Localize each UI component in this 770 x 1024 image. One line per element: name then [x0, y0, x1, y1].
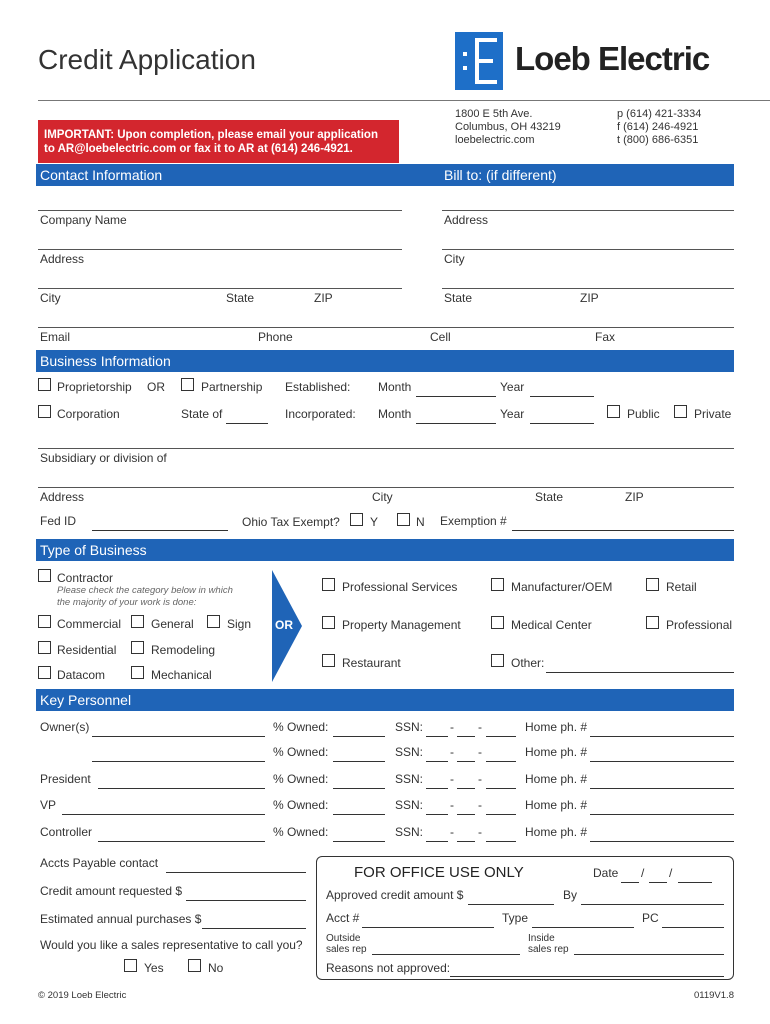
copyright: © 2019 Loeb Electric: [38, 990, 127, 1001]
established-month-field[interactable]: [416, 395, 496, 397]
ssn-label: SSN:: [395, 825, 424, 839]
sales-rep-yes-label: Yes: [144, 961, 164, 975]
outside-rep-field[interactable]: [372, 953, 520, 955]
pc-field[interactable]: [662, 926, 724, 928]
office-date-year-field[interactable]: [678, 881, 712, 883]
property-management-checkbox[interactable]: [322, 616, 335, 629]
other-label: Other:: [511, 656, 545, 670]
ssn-part3-field-2[interactable]: [486, 760, 516, 762]
owned-field-1[interactable]: [333, 735, 385, 737]
tax-exempt-yes-label: Y: [370, 515, 379, 529]
notice-line-2: to AR@loebelectric.com or fax it to AR at (614) 246-4921.: [44, 143, 353, 155]
commercial-label: Commercial: [57, 617, 122, 631]
hint-line-2: the majority of your work is done:: [57, 597, 197, 608]
or-arrow-label: OR: [275, 618, 293, 632]
city-state-zip-field[interactable]: [38, 288, 402, 289]
incorporated-year-label: Year: [500, 407, 525, 421]
bill-city-field[interactable]: [442, 249, 734, 250]
office-date-label: Date: [593, 866, 619, 880]
owned-field-4[interactable]: [333, 813, 385, 815]
mechanical-checkbox[interactable]: [131, 666, 144, 679]
home-phone-label: Home ph. #: [525, 720, 588, 734]
home-phone-field-4[interactable]: [590, 813, 734, 815]
ssn-label: SSN:: [395, 798, 424, 812]
ohio-tax-label: Ohio Tax Exempt?: [242, 515, 340, 529]
acct-label: Acct #: [326, 911, 360, 925]
fed-id-field[interactable]: [92, 529, 228, 531]
fax-label: Fax: [595, 330, 616, 344]
office-use-title: FOR OFFICE USE ONLY: [354, 864, 524, 881]
ssn-part1-field-5[interactable]: [426, 840, 448, 842]
subsidiary-field[interactable]: [38, 448, 734, 449]
personnel-role-label: President: [40, 772, 91, 786]
company-logo-text: Loeb Electric: [515, 40, 710, 77]
sales-rep-question: Would you like a sales representative to call you?: [40, 938, 303, 952]
ssn-part2-field-1[interactable]: [457, 735, 475, 737]
professional-services-checkbox[interactable]: [322, 578, 335, 591]
ssn-dash: -: [450, 798, 454, 812]
manufacturer-label: Manufacturer/OEM: [511, 580, 613, 594]
public-label: Public: [627, 407, 660, 421]
ap-contact-field[interactable]: [166, 871, 306, 873]
city-label: City: [40, 291, 61, 305]
ssn-dash: -: [450, 720, 454, 734]
owned-label: % Owned:: [273, 798, 329, 812]
sales-rep-yes-checkbox[interactable]: [124, 959, 137, 972]
personnel-role-label: VP: [40, 798, 57, 812]
ssn-part1-field-4[interactable]: [426, 813, 448, 815]
ssn-part2-field-2[interactable]: [457, 760, 475, 762]
ssn-dash: -: [478, 745, 482, 759]
zip-label: ZIP: [314, 291, 333, 305]
tollfree-number: t (800) 686-6351: [617, 134, 699, 146]
important-notice: [38, 120, 399, 163]
ssn-dash: -: [478, 798, 482, 812]
contractor-hint: [57, 585, 233, 609]
page-title: Credit Application: [38, 44, 256, 75]
ssn-label: SSN:: [395, 745, 424, 759]
ssn-dash: -: [450, 772, 454, 786]
private-checkbox[interactable]: [674, 405, 687, 418]
retail-checkbox[interactable]: [646, 578, 659, 591]
contact-header-label: Contact Information: [40, 167, 163, 183]
owned-label: % Owned:: [273, 720, 329, 734]
incorporated-label: Incorporated:: [285, 407, 356, 421]
inside-rep-line-1: Inside: [528, 933, 555, 944]
contractor-label: Contractor: [57, 571, 114, 585]
reasons-label: Reasons not approved:: [326, 961, 451, 975]
partnership-label: Partnership: [201, 380, 263, 394]
partnership-checkbox[interactable]: [181, 378, 194, 391]
ssn-part3-field-4[interactable]: [486, 813, 516, 815]
outside-rep-line-1: Outside: [326, 933, 361, 944]
owned-label: % Owned:: [273, 772, 329, 786]
address-field[interactable]: [38, 249, 402, 250]
approved-amount-label: Approved credit amount $: [326, 888, 464, 902]
ssn-part3-field-5[interactable]: [486, 840, 516, 842]
email-phone-field[interactable]: [38, 327, 734, 328]
address-line-2: Columbus, OH 43219: [455, 121, 561, 133]
personnel-name-field-5[interactable]: [98, 840, 265, 842]
ssn-dash: -: [450, 745, 454, 759]
other-field[interactable]: [546, 671, 734, 673]
business-address-label: Address: [40, 490, 85, 504]
ssn-dash: -: [478, 720, 482, 734]
medical-center-label: Medical Center: [511, 618, 592, 632]
residential-checkbox[interactable]: [38, 641, 51, 654]
owned-field-2[interactable]: [333, 760, 385, 762]
cell-label: Cell: [430, 330, 451, 344]
established-year-label: Year: [500, 380, 525, 394]
remodeling-label: Remodeling: [151, 643, 216, 657]
personnel-role-label: Controller: [40, 825, 93, 839]
office-date-day-field[interactable]: [649, 881, 667, 883]
ssn-dash: -: [478, 825, 482, 839]
tax-exempt-no-checkbox[interactable]: [397, 513, 410, 526]
subsidiary-label: Subsidiary or division of: [40, 451, 167, 465]
approved-by-field[interactable]: [581, 903, 724, 905]
personnel-role-label: Owner(s): [40, 720, 90, 734]
approved-amount-field[interactable]: [468, 903, 554, 905]
owned-label: % Owned:: [273, 825, 329, 839]
state-of-field[interactable]: [226, 422, 268, 424]
mechanical-label: Mechanical: [151, 668, 212, 682]
office-date-month-field[interactable]: [621, 881, 639, 883]
manufacturer-checkbox[interactable]: [491, 578, 504, 591]
type-label: Type: [502, 911, 529, 925]
email-label: Email: [40, 330, 71, 344]
datacom-checkbox[interactable]: [38, 666, 51, 679]
incorporated-month-field[interactable]: [416, 422, 496, 424]
inside-rep-label: [528, 933, 569, 955]
ssn-label: SSN:: [395, 720, 424, 734]
website: loebelectric.com: [455, 134, 535, 146]
personnel-name-field-1[interactable]: [92, 735, 265, 737]
commercial-checkbox[interactable]: [38, 615, 51, 628]
owned-field-3[interactable]: [333, 787, 385, 789]
ap-contact-label: Accts Payable contact: [40, 856, 159, 870]
general-label: General: [151, 617, 194, 631]
notice-line-1: IMPORTANT: Upon completion, please email your application: [44, 129, 378, 141]
residential-label: Residential: [57, 643, 117, 657]
exemption-label: Exemption #: [440, 514, 507, 528]
sign-label: Sign: [227, 617, 252, 631]
exemption-field[interactable]: [512, 529, 734, 531]
business-header-label: Business Information: [40, 353, 171, 369]
header-divider: [38, 100, 770, 101]
personnel-name-field-4[interactable]: [62, 813, 265, 815]
ssn-part3-field-3[interactable]: [486, 787, 516, 789]
bill-to-header-label: Bill to: (if different): [444, 167, 557, 183]
ssn-label: SSN:: [395, 772, 424, 786]
form-version: 0119V1.8: [694, 990, 734, 1001]
bill-address-field[interactable]: [442, 210, 734, 211]
ssn-part2-field-5[interactable]: [457, 840, 475, 842]
personnel-section-header: [36, 689, 734, 711]
sign-checkbox[interactable]: [207, 615, 220, 628]
pc-label: PC: [642, 911, 659, 925]
corporation-label: Corporation: [57, 407, 120, 421]
or-label: OR: [147, 380, 165, 394]
company-phones: [617, 108, 701, 147]
loeb-logo-icon: [455, 32, 503, 90]
personnel-header-label: Key Personnel: [40, 692, 132, 708]
approved-by-label: By: [563, 888, 578, 902]
acct-field[interactable]: [362, 926, 494, 928]
outside-rep-line-2: sales rep: [326, 944, 367, 955]
incorporated-year-field[interactable]: [530, 422, 594, 424]
datacom-label: Datacom: [57, 668, 106, 682]
remodeling-checkbox[interactable]: [131, 641, 144, 654]
address-label: Address: [40, 252, 85, 266]
home-phone-field-5[interactable]: [590, 840, 734, 842]
medical-center-checkbox[interactable]: [491, 616, 504, 629]
proprietorship-label: Proprietorship: [57, 380, 132, 394]
state-of-label: State of: [181, 407, 223, 421]
credit-requested-label: Credit amount requested $: [40, 884, 183, 898]
professional-checkbox[interactable]: [646, 616, 659, 629]
hint-line-1: Please check the category below in which: [57, 585, 233, 596]
restaurant-label: Restaurant: [342, 656, 401, 670]
owned-field-5[interactable]: [333, 840, 385, 842]
home-phone-label: Home ph. #: [525, 825, 588, 839]
ssn-part3-field-1[interactable]: [486, 735, 516, 737]
bill-state-zip-field[interactable]: [442, 288, 734, 289]
company-address: [455, 108, 561, 147]
inside-rep-line-2: sales rep: [528, 944, 569, 955]
ssn-dash: -: [450, 825, 454, 839]
home-phone-label: Home ph. #: [525, 772, 588, 786]
fax-number: f (614) 246-4921: [617, 121, 699, 133]
home-phone-field-1[interactable]: [590, 735, 734, 737]
bill-address-label: Address: [444, 213, 489, 227]
ssn-part2-field-3[interactable]: [457, 787, 475, 789]
phone-label: Phone: [258, 330, 293, 344]
proprietorship-checkbox[interactable]: [38, 378, 51, 391]
business-section-header: [36, 350, 734, 372]
office-date-slash-2: /: [669, 866, 673, 880]
contractor-checkbox[interactable]: [38, 569, 51, 582]
tax-exempt-no-label: N: [416, 515, 425, 529]
home-phone-label: Home ph. #: [525, 798, 588, 812]
ssn-part1-field-1[interactable]: [426, 735, 448, 737]
public-checkbox[interactable]: [607, 405, 620, 418]
sales-rep-no-label: No: [208, 961, 224, 975]
address-line-1: 1800 E 5th Ave.: [455, 108, 533, 120]
company-name-field[interactable]: [38, 210, 402, 211]
restaurant-checkbox[interactable]: [322, 654, 335, 667]
annual-purchases-field[interactable]: [202, 927, 306, 929]
company-name-label: Company Name: [40, 213, 127, 227]
type-header-label: Type of Business: [40, 542, 147, 558]
established-label: Established:: [285, 380, 351, 394]
established-month-label: Month: [378, 380, 412, 394]
home-phone-label: Home ph. #: [525, 745, 588, 759]
inside-rep-field[interactable]: [574, 953, 724, 955]
fed-id-label: Fed ID: [40, 514, 77, 528]
bill-zip-label: ZIP: [580, 291, 599, 305]
reasons-field[interactable]: [450, 975, 724, 977]
ssn-part1-field-2[interactable]: [426, 760, 448, 762]
business-address-field[interactable]: [38, 487, 734, 488]
contact-section-header: [36, 164, 734, 186]
corporation-checkbox[interactable]: [38, 405, 51, 418]
property-management-label: Property Management: [342, 618, 461, 632]
sales-rep-no-checkbox[interactable]: [188, 959, 201, 972]
annual-purchases-label: Estimated annual purchases $: [40, 912, 202, 926]
office-date-slash-1: /: [641, 866, 645, 880]
business-zip-label: ZIP: [625, 490, 644, 504]
tax-exempt-yes-checkbox[interactable]: [350, 513, 363, 526]
bill-city-label: City: [444, 252, 465, 266]
business-city-label: City: [372, 490, 393, 504]
personnel-name-field-3[interactable]: [98, 787, 265, 789]
owned-label: % Owned:: [273, 745, 329, 759]
ssn-part1-field-3[interactable]: [426, 787, 448, 789]
home-phone-field-2[interactable]: [590, 760, 734, 762]
personnel-name-field-2[interactable]: [92, 760, 265, 762]
business-state-label: State: [535, 490, 564, 504]
private-label: Private: [694, 407, 732, 421]
home-phone-field-3[interactable]: [590, 787, 734, 789]
professional-label: Professional: [666, 618, 733, 632]
professional-services-label: Professional Services: [342, 580, 458, 594]
ssn-dash: -: [478, 772, 482, 786]
ssn-part2-field-4[interactable]: [457, 813, 475, 815]
incorporated-month-label: Month: [378, 407, 412, 421]
type-field[interactable]: [532, 926, 634, 928]
other-checkbox[interactable]: [491, 654, 504, 667]
general-checkbox[interactable]: [131, 615, 144, 628]
outside-rep-label: [326, 933, 367, 955]
phone-number: p (614) 421-3334: [617, 108, 702, 120]
retail-label: Retail: [666, 580, 697, 594]
state-label: State: [226, 291, 255, 305]
credit-requested-field[interactable]: [186, 899, 306, 901]
bill-state-label: State: [444, 291, 473, 305]
type-section-header: [36, 539, 734, 561]
established-year-field[interactable]: [530, 395, 594, 397]
